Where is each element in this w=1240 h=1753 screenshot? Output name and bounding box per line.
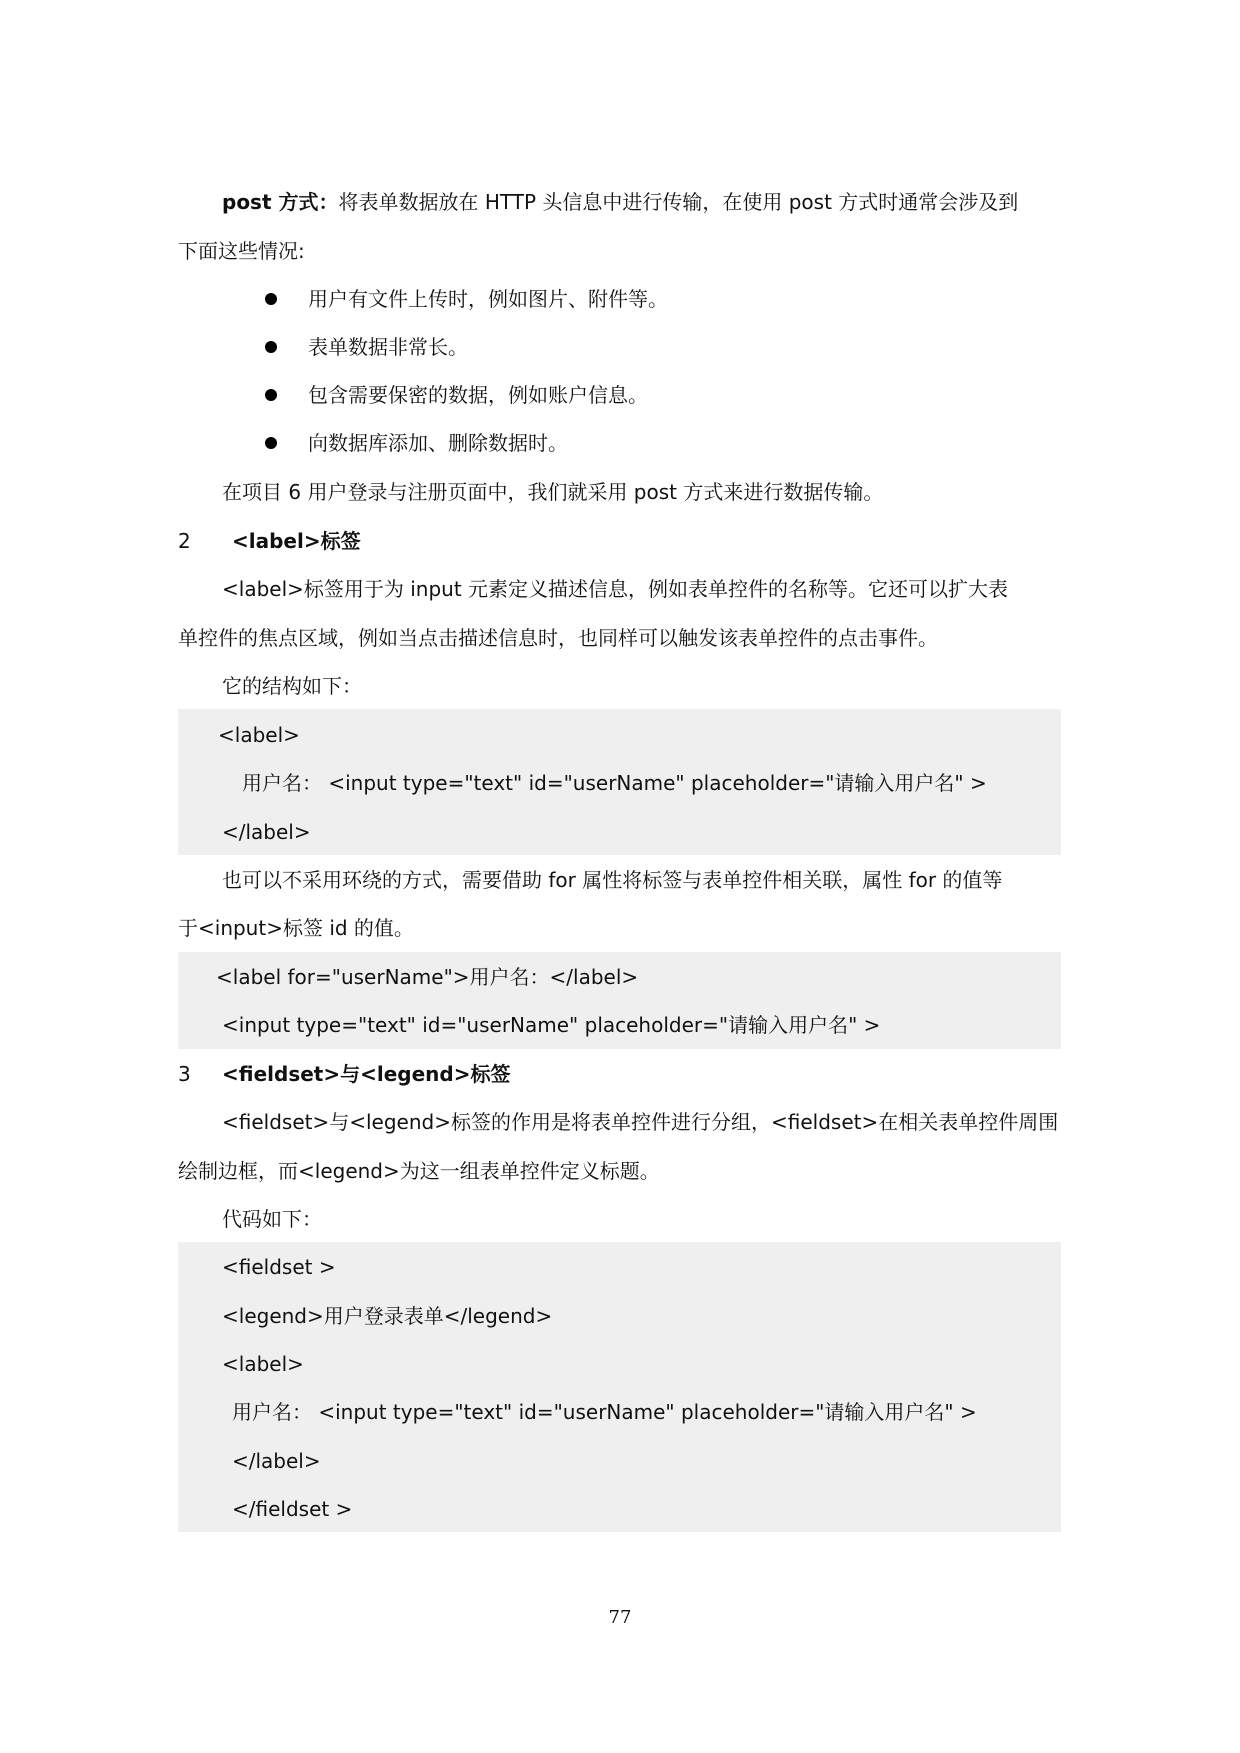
page-number: 77 [608, 1607, 632, 1628]
code-line: <label> [222, 1352, 304, 1376]
fieldset-para-line: 绘制边框，而<legend>为这一组表单控件定义标题。 [178, 1159, 660, 1183]
code-line: 用户名： <input type="text" id="userName" placeholder="请输入用户名" > [232, 1400, 977, 1424]
code-line: <fieldset > [222, 1255, 336, 1279]
code-line: 用户名： <input type="text" id="userName" placeholder="请输入用户名" > [242, 771, 987, 795]
bullet-item: 向数据库添加、删除数据时。 [308, 431, 568, 455]
bullet-dot-icon [265, 437, 277, 449]
bullet-item: 用户有文件上传时，例如图片、附件等。 [308, 287, 668, 311]
code-line: </fieldset > [232, 1497, 353, 1521]
code-block [178, 1242, 1061, 1532]
label-para-line: <label>标签用于为 input 元素定义描述信息，例如表单控件的名称等。它还可以扩大表 [222, 577, 1009, 601]
section-heading-label: <label>标签 [232, 529, 361, 553]
code-line: <input type="text" id="userName" placeholder="请输入用户名" > [222, 1013, 881, 1037]
bullet-dot-icon [265, 293, 277, 305]
bullet-item: 包含需要保密的数据，例如账户信息。 [308, 383, 648, 407]
label-para-line: 于<input>标签 id 的值。 [178, 916, 414, 940]
code-line: <label for="userName">用户名：</label> [216, 965, 639, 989]
post-method-paragraph [222, 188, 1018, 216]
code-line: <label> [218, 723, 300, 747]
post-note: 在项目 6 用户登录与注册页面中，我们就采用 post 方式来进行数据传输。 [222, 480, 884, 504]
label-para-line: 单控件的焦点区域，例如当点击描述信息时，也同样可以触发该表单控件的点击事件。 [178, 626, 938, 650]
bullet-item: 表单数据非常长。 [308, 335, 468, 359]
section-number: 3 [178, 1062, 191, 1086]
post-method-desc-cont: 下面这些情况: [178, 239, 305, 263]
structure-intro: 它的结构如下： [222, 674, 362, 698]
section-number: 2 [178, 529, 191, 553]
section-heading-fieldset: <fieldset>与<legend>标签 [222, 1062, 511, 1086]
code-line: <legend>用户登录表单</legend> [222, 1304, 553, 1328]
post-method-term: post 方式： [222, 190, 339, 214]
code-line: </label> [232, 1449, 321, 1473]
code-line: </label> [222, 820, 311, 844]
post-method-desc: 将表单数据放在 HTTP 头信息中进行传输，在使用 post 方式时通常会涉及到 [338, 190, 1019, 214]
code-intro: 代码如下： [222, 1207, 322, 1231]
fieldset-para-line: <fieldset>与<legend>标签的作用是将表单控件进行分组，<fieldset>在相关表单控件周围 [222, 1110, 1059, 1134]
bullet-dot-icon [265, 389, 277, 401]
label-para-line: 也可以不采用环绕的方式，需要借助 for 属性将标签与表单控件相关联，属性 for 的值等 [222, 868, 1003, 892]
bullet-dot-icon [265, 341, 277, 353]
